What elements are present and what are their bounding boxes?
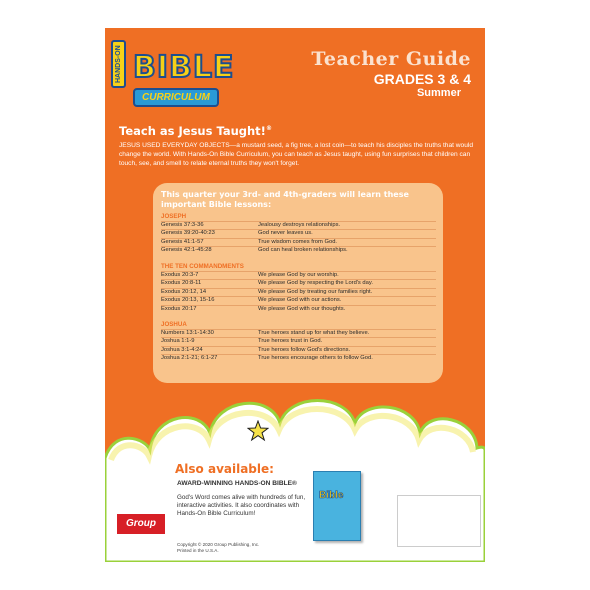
logo-bible-text: BIBLE xyxy=(133,50,235,85)
copyright-notice xyxy=(177,542,259,554)
lesson-row xyxy=(161,238,436,246)
lesson-point: We please God by our worship. xyxy=(258,272,339,278)
lesson-point: True heroes trust in God. xyxy=(258,338,323,345)
scripture-ref: Exodus 20:8-11 xyxy=(161,280,202,287)
hands-on-bible-curriculum-logo xyxy=(111,45,235,120)
scripture-ref: Joshua 3:1-4:24 xyxy=(161,346,203,353)
scripture-ref: Exodus 20:3-7 xyxy=(161,272,199,278)
lesson-row xyxy=(161,329,436,337)
scripture-ref: Exodus 20:13, 15-16 xyxy=(161,297,215,304)
lesson-row xyxy=(161,221,436,229)
lesson-point: Jealousy destroys relationships. xyxy=(258,222,341,228)
lesson-point: True wisdom comes from God. xyxy=(258,238,338,245)
lesson-point: We please God with our thoughts. xyxy=(258,305,346,312)
lesson-row xyxy=(161,346,436,354)
lesson-row xyxy=(161,271,436,279)
grade-level: GRADES 3 & 4 xyxy=(373,71,471,87)
printed-line: Printed in the U.S.A. xyxy=(177,548,219,553)
teacher-guide-back-cover xyxy=(105,28,485,562)
intro-heading-text: Teach as Jesus Taught! xyxy=(119,124,266,138)
lesson-point: True heroes stand up for what they believe. xyxy=(258,330,370,336)
product-description: God's Word comes alive with hundreds of fun, interactive activities. It also coordinates with Hands-On Bible Curriculum! xyxy=(177,494,306,517)
logo-curriculum-text: CURRICULUM xyxy=(133,88,219,107)
logo-hands-on-text: HANDS-ON xyxy=(111,40,126,88)
lessons-heading: This quarter your 3rd- and 4th-graders will learn these important Bible lessons: xyxy=(161,190,409,209)
intro-paragraph: JESUS USED EVERYDAY OBJECTS—a mustard seed, a fig tree, a lost coin—to teach his disciples the truths that would change the world. With Hands-On Bible Curriculum, you can teach as Jesus taught, using fun surprises that children can touch, see, and smell to relate eternal truths they won't forget. xyxy=(119,142,474,167)
lesson-row xyxy=(161,296,436,304)
label-box xyxy=(397,495,481,547)
lesson-row xyxy=(161,279,436,287)
lesson-point: We please God by treating our families right. xyxy=(258,288,373,295)
copyright-line: Copyright © 2020 Group Publishing, Inc. xyxy=(177,542,260,547)
scripture-ref: Genesis 39:20-40:23 xyxy=(161,230,215,237)
also-available-heading: Also available: xyxy=(175,462,274,476)
section-title: JOSEPH xyxy=(161,213,187,220)
lesson-section-joseph xyxy=(161,213,436,255)
guide-title-block xyxy=(311,48,471,99)
lesson-point: True heroes encourage others to follow God. xyxy=(258,355,373,362)
lesson-point: True heroes follow God's directions. xyxy=(258,346,351,353)
lesson-section-joshua xyxy=(161,321,436,363)
section-title: JOSHUA xyxy=(161,321,187,328)
lesson-section-ten-commandments xyxy=(161,263,436,313)
product-name: AWARD-WINNING HANDS-ON BIBLE® xyxy=(177,480,297,487)
lesson-row xyxy=(161,229,436,237)
scripture-ref: Genesis 41:1-57 xyxy=(161,238,204,245)
lesson-point: We please God with our actions. xyxy=(258,297,342,304)
lesson-row xyxy=(161,246,436,254)
lesson-point: God can heal broken relationships. xyxy=(258,247,348,254)
lesson-point: God never leaves us. xyxy=(258,230,313,237)
guide-title: Teacher Guide xyxy=(311,48,471,70)
lesson-row xyxy=(161,305,436,313)
section-title: THE TEN COMMANDMENTS xyxy=(161,263,244,270)
scripture-ref: Genesis 37:3-36 xyxy=(161,222,204,228)
scripture-ref: Exodus 20:17 xyxy=(161,305,197,312)
scripture-ref: Numbers 13:1-14:30 xyxy=(161,330,214,336)
scripture-ref: Joshua 2:1-21; 6:1-27 xyxy=(161,355,218,362)
lesson-row xyxy=(161,337,436,345)
lessons-panel xyxy=(153,183,443,383)
lesson-point: We please God by respecting the Lord's day. xyxy=(258,280,373,287)
registered-mark: ® xyxy=(265,125,272,133)
scripture-ref: Joshua 1:1-9 xyxy=(161,338,195,345)
book-title: Bible xyxy=(319,490,344,501)
hands-on-bible-book-image xyxy=(313,471,361,541)
scripture-ref: Genesis 42:1-45:28 xyxy=(161,247,212,254)
star-icon xyxy=(247,420,269,442)
lesson-row xyxy=(161,354,436,362)
season-label: Summer xyxy=(416,87,461,99)
scripture-ref: Exodus 20:12, 14 xyxy=(161,288,207,295)
lesson-row xyxy=(161,288,436,296)
group-publishing-logo: Group xyxy=(117,514,165,534)
intro-heading xyxy=(119,124,272,138)
